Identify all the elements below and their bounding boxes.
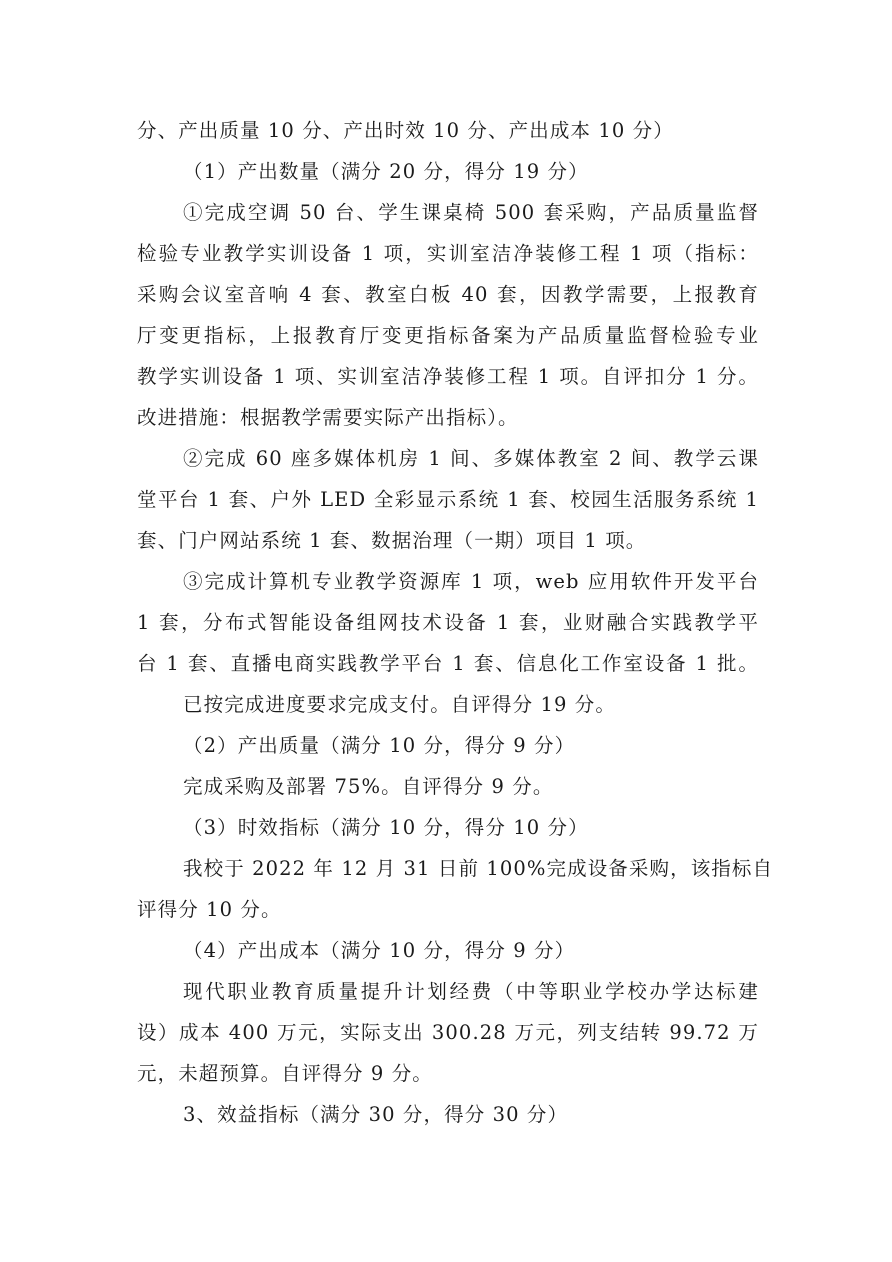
paragraph-line: 设）成本 400 万元，实际支出 300.28 万元，列支结转 99.72 万 <box>137 1021 759 1044</box>
paragraph-line: 检验专业教学实训设备 1 项，实训室洁净装修工程 1 项（指标： <box>137 242 759 265</box>
paragraph-line: 堂平台 1 套、户外 LED 全彩显示系统 1 套、校园生活服务系统 1 <box>137 488 759 511</box>
paragraph-line: 改进措施：根据教学需要实际产出指标）。 <box>137 406 519 429</box>
paragraph-line: 已按完成进度要求完成支付。自评得分 19 分。 <box>183 693 617 716</box>
paragraph-line: 台 1 套、直播电商实践教学平台 1 套、信息化工作室设备 1 批。 <box>137 652 759 675</box>
paragraph-line: 套、门户网站系统 1 套、数据治理（一期）项目 1 项。 <box>137 529 647 552</box>
paragraph-line: 元，未超预算。自评得分 9 分。 <box>137 1062 433 1085</box>
paragraph-line: ②完成 60 座多媒体机房 1 间、多媒体教室 2 间、教学云课 <box>183 447 759 470</box>
paragraph-line: 教学实训设备 1 项、实训室洁净装修工程 1 项。自评扣分 1 分。 <box>137 365 759 388</box>
paragraph-line: 厅变更指标，上报教育厅变更指标备案为产品质量监督检验专业 <box>137 324 759 347</box>
paragraph-line: 评得分 10 分。 <box>137 898 282 921</box>
paragraph-line: 完成采购及部署 75%。自评得分 9 分。 <box>183 775 554 798</box>
section-heading-timeliness: （3）时效指标（满分 10 分，得分 10 分） <box>183 816 589 839</box>
paragraph-line: 我校于 2022 年 12 月 31 日前 100%完成设备采购，该指标自 <box>183 857 774 880</box>
section-heading-output-cost: （4）产出成本（满分 10 分，得分 9 分） <box>183 939 576 962</box>
paragraph-line: ①完成空调 50 台、学生课桌椅 500 套采购，产品质量监督 <box>183 201 759 224</box>
text-line: 分、产出质量 10 分、产出时效 10 分、产出成本 10 分） <box>137 119 674 142</box>
paragraph-line: 现代职业教育质量提升计划经费（中等职业学校办学达标建 <box>183 980 759 1003</box>
section-heading-benefit-indicators: 3、效益指标（满分 30 分，得分 30 分） <box>183 1103 569 1126</box>
paragraph-line: 1 套，分布式智能设备组网技术设备 1 套，业财融合实践教学平 <box>137 611 759 634</box>
section-heading-output-quantity: （1）产出数量（满分 20 分，得分 19 分） <box>183 160 589 183</box>
section-heading-output-quality: （2）产出质量（满分 10 分，得分 9 分） <box>183 734 576 757</box>
paragraph-line: 采购会议室音响 4 套、教室白板 40 套，因教学需要，上报教育 <box>137 283 759 306</box>
paragraph-line: ③完成计算机专业教学资源库 1 项，web 应用软件开发平台 <box>183 570 759 593</box>
